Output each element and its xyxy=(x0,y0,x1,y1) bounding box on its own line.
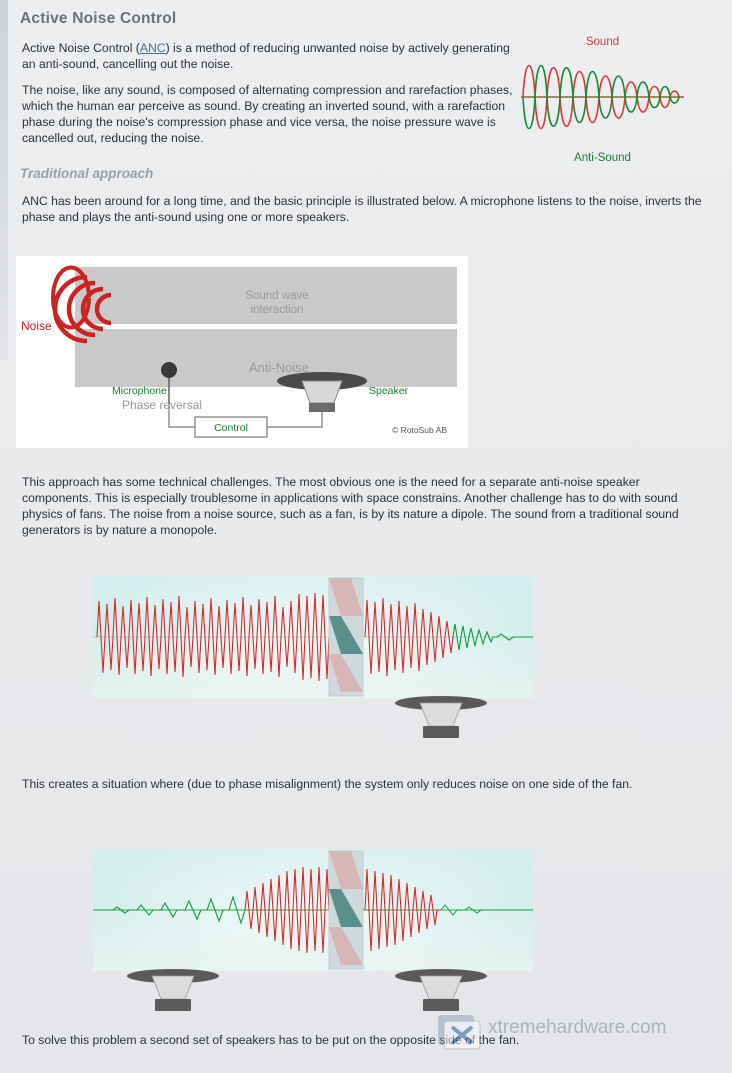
two-speaker-figure xyxy=(93,849,533,1029)
intro-text-post: ) is a method of reducing unwanted noise by actively generating an anti-sound, cancelling out the noise. xyxy=(22,41,510,71)
speaker-graphic xyxy=(277,372,367,412)
paragraph-6-block xyxy=(0,1026,732,1052)
noise-label: Noise xyxy=(21,319,52,333)
speaker-left xyxy=(127,969,219,1011)
watermark-text: xtremehardware.com xyxy=(488,1017,667,1038)
speaker-right-2 xyxy=(395,969,487,1011)
two-speaker-svg xyxy=(93,849,533,1029)
fan-blades-2 xyxy=(329,851,363,969)
one-sided-cancellation-figure xyxy=(93,576,533,756)
paragraph-4-block xyxy=(0,468,732,542)
copyright-label: © RotoSub AB xyxy=(392,425,447,435)
left-decorative-rail xyxy=(0,0,8,360)
phase-reversal-label: Phase reversal xyxy=(121,398,203,412)
intro-text-pre: Active Noise Control ( xyxy=(22,41,140,55)
antisound-label: Anti-Sound xyxy=(574,152,631,164)
paragraph-3: ANC has been around for a long time, and the basic principle is illustrated below. A microphone listens to the noise, inverts the phase and plays the anti-sound using one or more speakers. xyxy=(22,194,702,224)
soundwave-label: Sound wave xyxy=(245,290,309,302)
intro-paragraph xyxy=(0,34,544,76)
anc-link[interactable]: ANC xyxy=(139,41,166,55)
fan-blades xyxy=(329,578,363,696)
paragraph-2: The noise, like any sound, is composed of alternating compression and rarefaction phases, which the human ear perceive as sound. By creating an inverted sound, with a rarefaction phase during the noise's compression phase and vice versa, the noise pressure wave is cancelled out, reducing the noise. xyxy=(22,83,513,145)
damped-waveform-graphic xyxy=(515,50,690,145)
section-heading: Traditional approach xyxy=(20,166,154,181)
interaction-label: interaction xyxy=(250,304,304,316)
paragraph-6: To solve this problem a second set of speakers has to be put on the opposite side of the fan. xyxy=(22,1033,520,1047)
control-label: Control xyxy=(214,422,248,434)
traditional-approach-diagram xyxy=(16,256,468,448)
traditional-approach-svg xyxy=(17,257,467,447)
paragraph-5: This creates a situation where (due to phase misalignment) the system only reduces noise on one side of the fan. xyxy=(22,777,633,791)
paragraph-4: This approach has some technical challenges. The most obvious one is the need for a separate anti-noise speaker components. This is especially troublesome in applications with space constrains. Another challenge has to do with sound physics of fans. The noise from a noise source, such as a fan, is by its nature a dipole. The sound from a traditional sound generators is by nature a monopole. xyxy=(22,475,679,537)
microphone-label: Microphone xyxy=(112,385,167,397)
page-title: Active Noise Control xyxy=(20,10,177,27)
sound-label: Sound xyxy=(585,36,620,48)
speaker-label: Speaker xyxy=(369,385,409,397)
antinoise-label: Anti-Noise xyxy=(249,360,309,375)
sound-antisound-figure xyxy=(515,36,690,171)
one-sided-cancellation-svg xyxy=(93,576,533,756)
speaker-right xyxy=(395,696,487,738)
paragraph-5-block xyxy=(0,770,732,796)
